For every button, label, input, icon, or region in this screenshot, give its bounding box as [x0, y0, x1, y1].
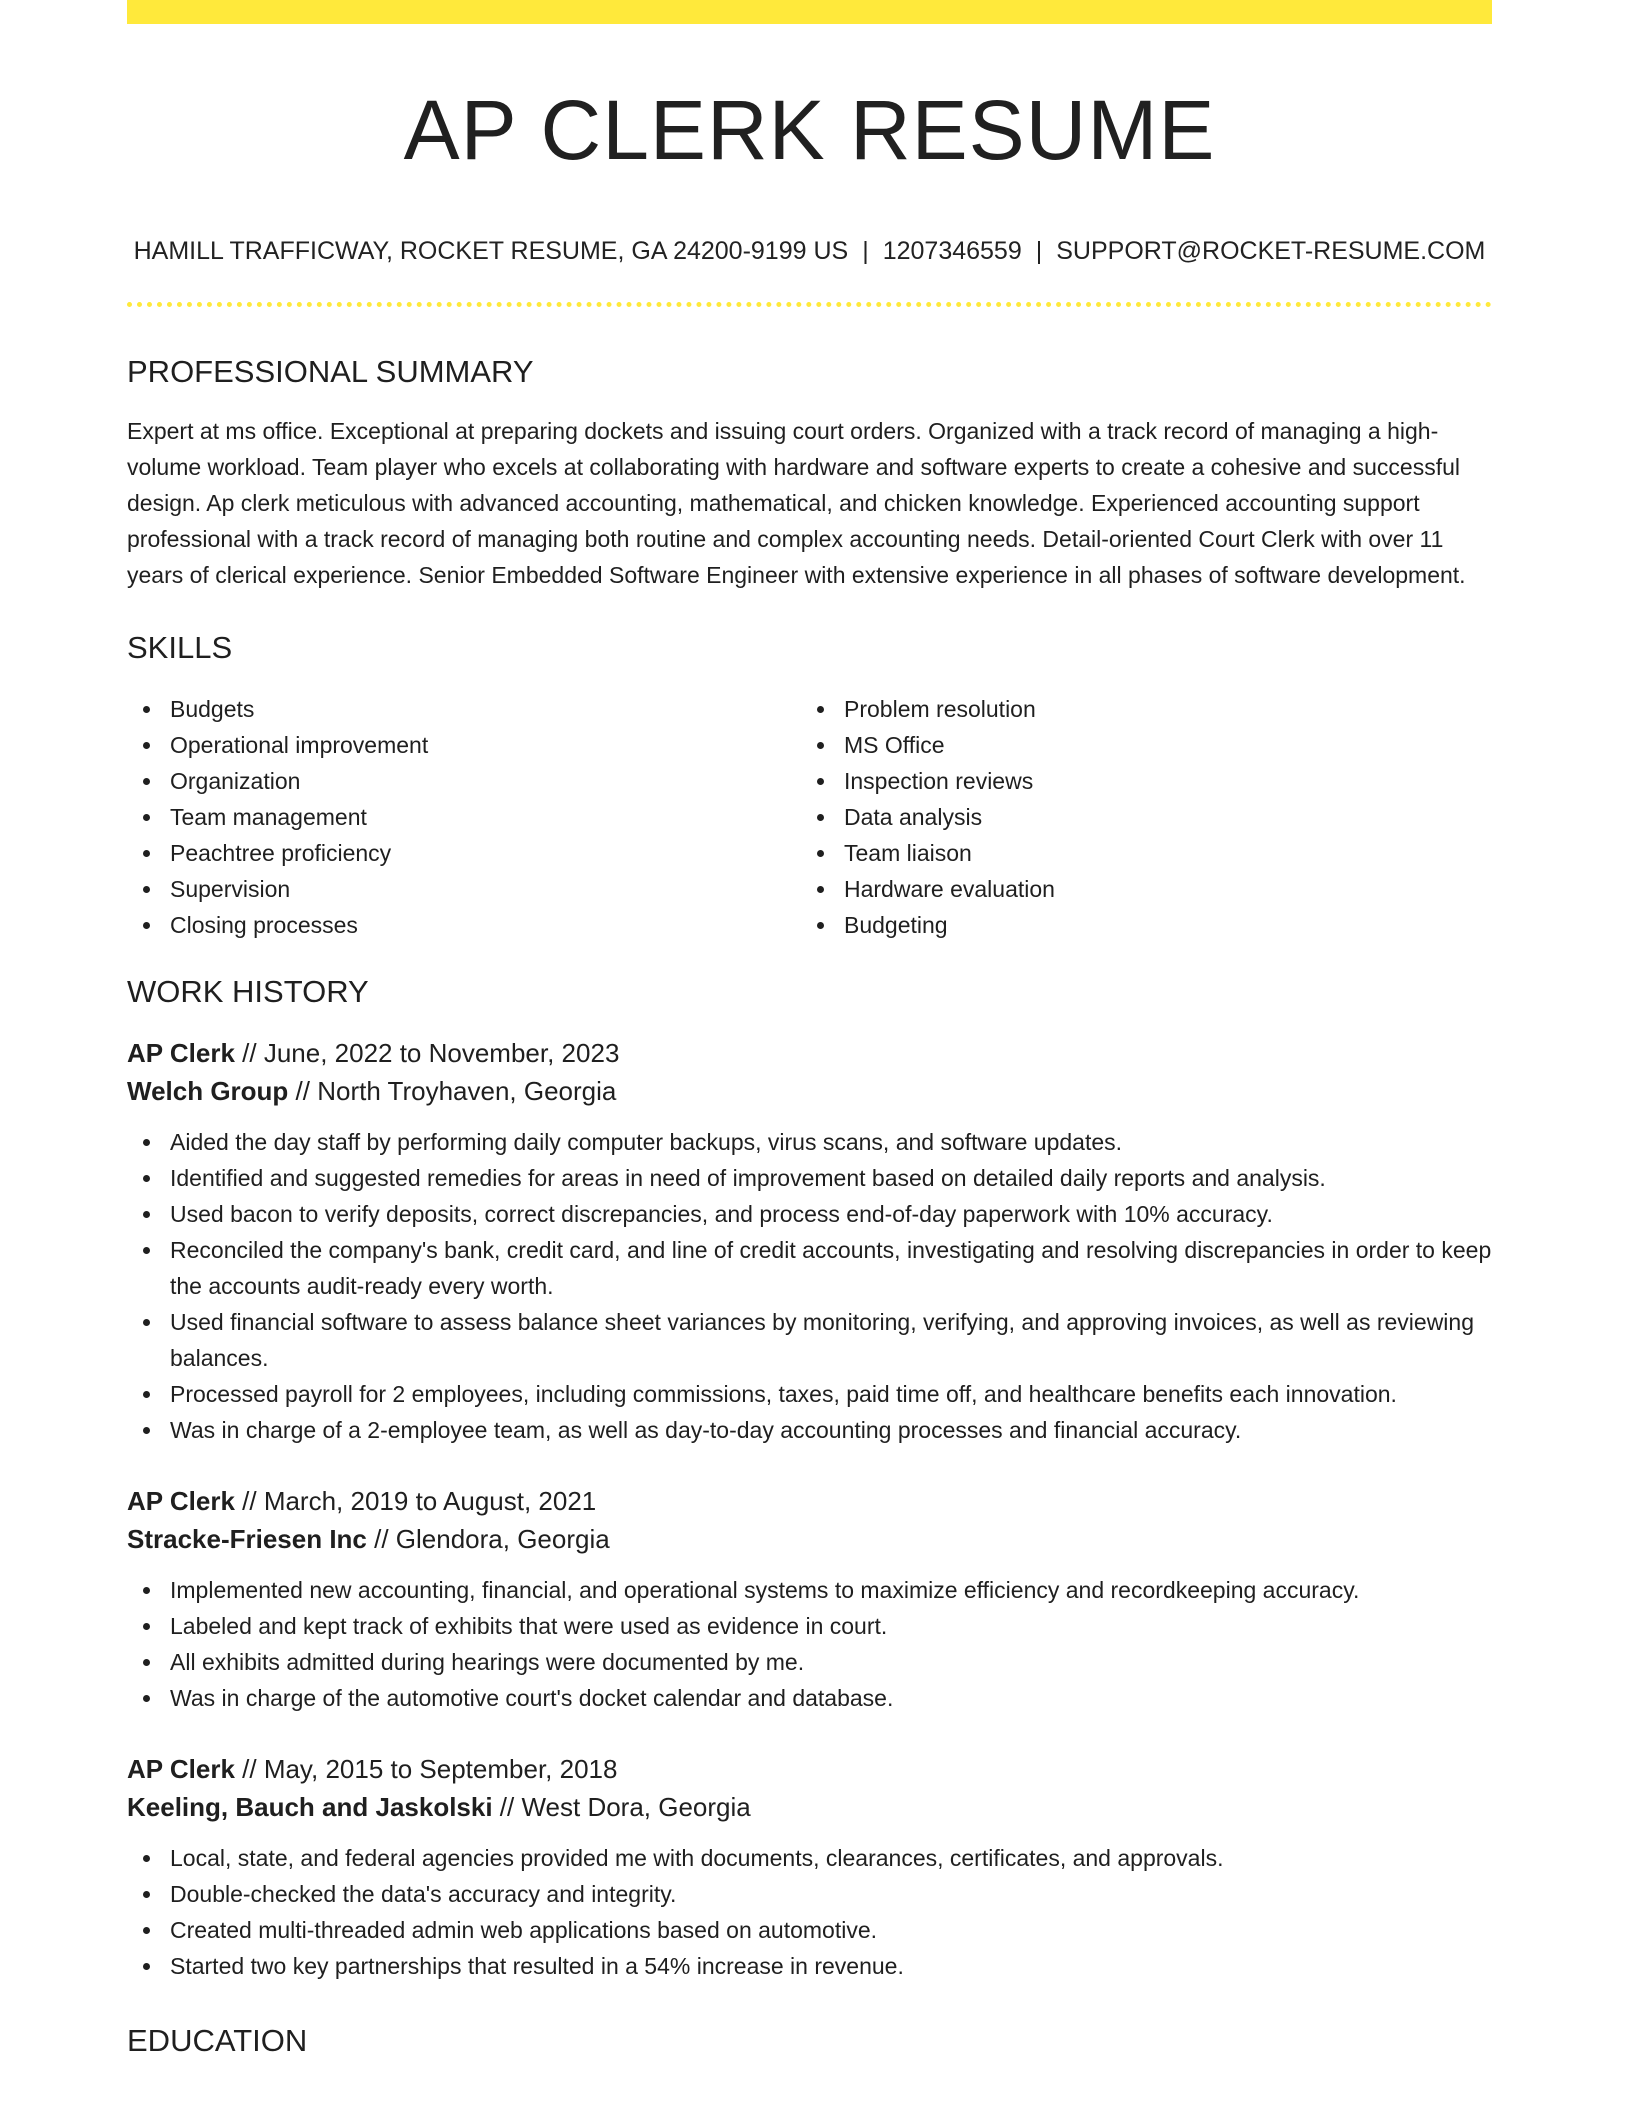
contact-separator: | — [862, 237, 869, 266]
skill-item: Team liaison — [801, 835, 1475, 871]
job-location: // North Troyhaven, Georgia — [288, 1075, 617, 1106]
job-company: Stracke-Friesen Inc — [127, 1523, 367, 1554]
job-duty: Reconciled the company's bank, credit card, and line of credit accounts, investigating and resolving discrepancies in order to keep the accounts audit-ready every worth. — [127, 1232, 1492, 1304]
job-entry — [127, 1482, 1492, 1716]
job-duties — [127, 1124, 1492, 1448]
job-company: Keeling, Bauch and Jaskolski — [127, 1791, 493, 1822]
job-title: AP Clerk — [127, 1753, 235, 1784]
work-history-heading: WORK HISTORY — [127, 973, 369, 1009]
job-duty: Was in charge of a 2-employee team, as well as day-to-day accounting processes and financial accuracy. — [127, 1412, 1492, 1448]
skill-item: Operational improvement — [127, 727, 801, 763]
skill-item: Team management — [127, 799, 801, 835]
job-duty: Identified and suggested remedies for areas in need of improvement based on detailed daily reports and analysis. — [127, 1160, 1492, 1196]
job-duty: Aided the day staff by performing daily computer backups, virus scans, and software updates. — [127, 1124, 1492, 1160]
job-company: Welch Group — [127, 1075, 289, 1106]
summary-heading: PROFESSIONAL SUMMARY — [127, 354, 534, 390]
job-dates: // March, 2019 to August, 2021 — [234, 1485, 597, 1516]
job-duty: Processed payroll for 2 employees, including commissions, taxes, paid time off, and healthcare benefits each innovation. — [127, 1376, 1492, 1412]
skills-heading: SKILLS — [127, 630, 233, 666]
job-title-line — [127, 1750, 1492, 1788]
skills-column-right — [801, 691, 1475, 943]
dotted-divider — [127, 302, 1492, 307]
job-duty: Started two key partnerships that resulted in a 54% increase in revenue. — [127, 1948, 1492, 1984]
contact-line — [127, 236, 1492, 266]
skill-item: Peachtree proficiency — [127, 835, 801, 871]
skill-item: Data analysis — [801, 799, 1475, 835]
job-duty: Used bacon to verify deposits, correct discrepancies, and process end-of-day paperwork with 10% accuracy. — [127, 1196, 1492, 1232]
contact-phone: 1207346559 — [882, 237, 1022, 266]
skill-item: Closing processes — [127, 907, 801, 943]
skill-item: Inspection reviews — [801, 763, 1475, 799]
job-location: // Glendora, Georgia — [366, 1523, 610, 1554]
job-company-line — [127, 1520, 1492, 1558]
skills-list — [127, 691, 1492, 943]
job-duty: Labeled and kept track of exhibits that were used as evidence in court. — [127, 1608, 1492, 1644]
resume-page — [127, 0, 1492, 2059]
top-accent-bar — [127, 0, 1492, 24]
job-duty: Double-checked the data's accuracy and integrity. — [127, 1876, 1492, 1912]
job-duty: Local, state, and federal agencies provided me with documents, clearances, certificates, and approvals. — [127, 1840, 1492, 1876]
job-duty: Created multi-threaded admin web applications based on automotive. — [127, 1912, 1492, 1948]
resume-title: AP CLERK RESUME — [403, 83, 1216, 177]
skill-item: Supervision — [127, 871, 801, 907]
job-company-line — [127, 1788, 1492, 1826]
job-dates: // June, 2022 to November, 2023 — [234, 1037, 620, 1068]
job-entry — [127, 1750, 1492, 1984]
job-duties — [127, 1840, 1492, 1984]
contact-separator: | — [1035, 237, 1043, 266]
education-heading: EDUCATION — [127, 2022, 308, 2058]
skill-item: Budgeting — [801, 907, 1475, 943]
skill-item: Problem resolution — [801, 691, 1475, 727]
skill-item: Budgets — [127, 691, 801, 727]
skill-item: Organization — [127, 763, 801, 799]
skill-item: MS Office — [801, 727, 1475, 763]
skill-item: Hardware evaluation — [801, 871, 1475, 907]
job-title-line — [127, 1482, 1492, 1520]
job-company-line — [127, 1072, 1492, 1110]
contact-email: SUPPORT@ROCKET-RESUME.COM — [1056, 237, 1486, 266]
job-title: AP Clerk — [127, 1485, 235, 1516]
job-title-line — [127, 1034, 1492, 1072]
job-duties — [127, 1572, 1492, 1716]
job-duty: Was in charge of the automotive court's docket calendar and database. — [127, 1680, 1492, 1716]
job-title: AP Clerk — [127, 1037, 235, 1068]
job-dates: // May, 2015 to September, 2018 — [234, 1753, 618, 1784]
job-location: // West Dora, Georgia — [492, 1791, 751, 1822]
job-duty: All exhibits admitted during hearings were documented by me. — [127, 1644, 1492, 1680]
summary-text: Expert at ms office. Exceptional at preparing dockets and issuing court orders. Organized with a track record of managing a high-volume workload. Team player who excels at collaborating with hardware and software experts to create a cohesive and successful design. Ap clerk meticulous with advanced accounting, mathematical, and chicken knowledge. Experienced accounting support professional with a track record of managing both routine and complex accounting needs. Detail-oriented Court Clerk with over 11 years of clerical experience. Senior Embedded Software Engineer with extensive experience in all phases of software development. — [127, 418, 1466, 588]
skills-column-left — [127, 691, 801, 943]
job-duty: Used financial software to assess balance sheet variances by monitoring, verifying, and approving invoices, as well as reviewing balances. — [127, 1304, 1492, 1376]
job-entry — [127, 1034, 1492, 1448]
contact-address: HAMILL TRAFFICWAY, ROCKET RESUME, GA 24200-9199 US — [133, 237, 849, 266]
job-duty: Implemented new accounting, financial, and operational systems to maximize efficiency and recordkeeping accuracy. — [127, 1572, 1492, 1608]
